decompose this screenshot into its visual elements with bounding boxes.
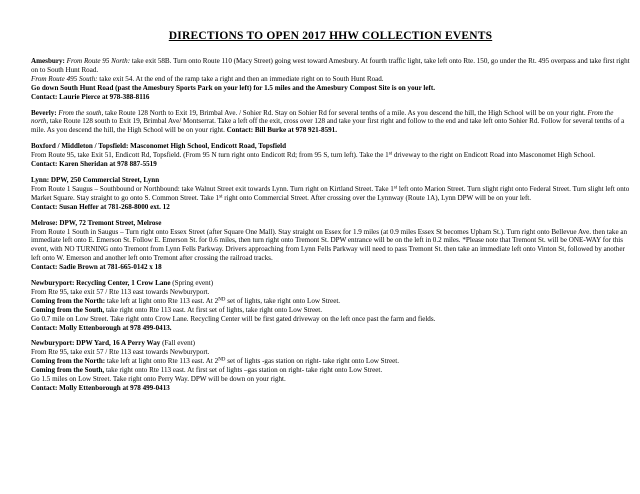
- section-heading: Melrose: DPW, 72 Tremont Street, Melrose: [31, 218, 162, 227]
- directions-text: take left at light onto Rte 113 east. At 2: [105, 357, 219, 366]
- town-name: Beverly:: [31, 108, 57, 117]
- directions-text: right onto Commercial Street. After crossing over the Lynnway (Route 1A), Lynn DPW will be on your left.: [222, 193, 532, 202]
- directions-text: take Route 128 North to Exit 19, Brimbal Ave. / Sohier Rd. Stay on Sohier Rd for several tenths of a mile. As you descend the hill, the High School will be on your right.: [103, 108, 588, 117]
- directions-text: From Route 1 Saugus – Southbound or Northbound: take Walnut Street exit towards Lynn. Turn right on Kirtland Street. Take 1: [31, 184, 394, 193]
- directions-line: [31, 366, 630, 375]
- town-name: Amesbury:: [31, 57, 65, 65]
- contact-line: Contact: Karen Sheridan at 978 887-5519: [31, 160, 157, 169]
- amesbury-line-1: [31, 57, 630, 75]
- ordinal-suffix: ND: [218, 357, 226, 363]
- directions-text: set of lights, take right onto Low Street.: [225, 296, 341, 305]
- section-lynn: [31, 176, 630, 212]
- direction-label: Coming from the North:: [31, 296, 106, 305]
- section-heading-line: [31, 279, 630, 288]
- section-heading: Lynn: DPW, 250 Commercial Street, Lynn: [31, 175, 160, 184]
- ordinal-suffix: st: [393, 185, 398, 191]
- directions-line: Go 1.5 miles on Low Street. Take right onto Perry Way. DPW will be down on your right.: [31, 375, 286, 384]
- section-boxford: [31, 142, 630, 169]
- directions-line: [31, 306, 630, 315]
- directions-text: take exit 54. At the end of the ramp take a right and then an immediate right on to South Hunt Road.: [97, 74, 384, 83]
- contact-line: Contact: Susan Heffer at 781-268-8000 ext. 12: [31, 202, 170, 211]
- contact-line: Contact: Bill Burke at 978 921-8591.: [226, 126, 337, 135]
- directions-text: left onto Marion Street. Turn slight right onto Federal Street. Turn slight left onto Market Square. Stay straight to go onto S. Common Street. Take 1: [31, 184, 630, 202]
- route-label: From the north,: [31, 108, 614, 126]
- route-label: From Route 95 North:: [66, 57, 131, 65]
- directions-line: [31, 297, 630, 306]
- route-label: From Route 495 South:: [31, 74, 98, 83]
- ordinal-suffix: st: [388, 151, 393, 157]
- melrose-text: From Route 1 South in Saugus – Turn right onto Essex Street (after Square One Mall). Stay straight on Essex for 1.9 miles (at 0.9 miles Essex St becomes Upham St.). Turn right onto Bellevue Ave. then take an immediate left onto E. Emerson St. Follow E. Emerson St. for 0.6 miles, then turn right onto Tremont St. DPW entrance will be on the left in 0.2 miles. *Please note that Tremont St. will be ONE-WAY for this event, with NO TURNING onto Tremont from Lynn Fells Parkway. Drivers approaching from Lynn Fells Parkway will need to pass Tremont St. then take an immediate left onto Vinton St, followed by another left onto W. Emerson and another left onto Tremont after crossing the railroad tracks.: [31, 227, 628, 263]
- amesbury-line-3: Go down South Hunt Road (past the Amesbury Sports Park on your left) for 1.5 miles and the Amesbury Compost Site is on your left.: [31, 83, 435, 92]
- route-label: From the south,: [58, 108, 104, 117]
- section-heading: Newburyport: DPW Yard, 16 A Perry Way: [31, 339, 161, 348]
- section-heading: Boxford / Middleton / Topsfield: Masconomet High School, Endicott Road, Topsfield: [31, 142, 287, 151]
- ordinal-suffix: ND: [218, 297, 226, 303]
- direction-label: Coming from the South,: [31, 305, 105, 314]
- direction-label: Coming from the South,: [31, 366, 105, 375]
- directions-text: set of lights -gas station on right- take right onto Low Street.: [225, 357, 399, 366]
- contact-line: Contact: Molly Ettenborough at 978 499-0413.: [31, 323, 172, 332]
- document-title: DIRECTIONS TO OPEN 2017 HHW COLLECTION EVENTS: [168, 30, 493, 42]
- directions-text: driveway to the right on Endicott Road into Masconomet High School.: [392, 151, 596, 160]
- section-newburyport-fall: [31, 339, 630, 392]
- directions-text: take right onto Rte 113 east. At first set of lights, take right onto Low Street.: [104, 305, 323, 314]
- direction-label: Coming from the North:: [31, 357, 106, 366]
- section-heading-line: [31, 339, 630, 348]
- event-season: (Spring event): [170, 279, 214, 288]
- contact-line: Contact: Laurie Pierce at 978-388-8116: [31, 92, 150, 101]
- beverly-text: [31, 109, 630, 136]
- directions-text: take left at light onto Rte 113 east. At 2: [105, 296, 219, 305]
- directions-text: take Route 128 south to Exit 19, Brimbal Ave/ Montserrat. Take a left off the exit, cross over 128 and take your first right and follow to the end and take left onto Sohier Rd. Follow for several tenths of a mile. As you descend the hill, the High School will be on your right.: [31, 117, 625, 135]
- boxford-text: [31, 151, 630, 160]
- directions-line: [31, 357, 630, 366]
- event-season: (Fall event): [160, 339, 195, 348]
- section-amesbury: [31, 57, 630, 102]
- ordinal-suffix: st: [219, 194, 223, 200]
- directions-text: take exit 58B. Turn onto Route 110 (Macy Street) going west toward Amesbury. At fourth traffic light, take left onto Rte. 150, go under the Rt. 495 overpass and take first right on to South Hunt Road.: [31, 57, 630, 74]
- section-melrose: [31, 219, 630, 272]
- contact-line: Contact: Molly Ettenborough at 978 499-0413: [31, 384, 170, 392]
- directions-line: From Rte 95, take exit 57 / Rte 113 east towards Newburyport.: [31, 348, 210, 357]
- contact-line: Contact: Sadie Brown at 781-665-0142 x 18: [31, 263, 162, 272]
- section-newburyport-spring: [31, 279, 630, 332]
- directions-text: From Route 95, take Exit 51, Endicott Rd, Topsfield. (From 95 N turn right onto Endicott Rd; from 95 S, turn left). Take the 1: [31, 151, 389, 160]
- amesbury-line-2: [31, 75, 630, 84]
- section-heading: Newburyport: Recycling Center, 1 Crow Lane: [31, 279, 171, 288]
- lynn-text: [31, 185, 630, 203]
- directions-line: From Rte 95, take exit 57 / Rte 113 east towards Newburyport.: [31, 287, 210, 296]
- section-beverly: [31, 109, 630, 136]
- directions-text: take right onto Rte 113 east. At first set of lights –gas station on right- take right onto Low Street.: [104, 366, 383, 375]
- directions-line: Go 0.7 mile on Low Street. Take right onto Crow Lane. Recycling Center will be first gated driveway on the left once past the farm and fields.: [31, 314, 436, 323]
